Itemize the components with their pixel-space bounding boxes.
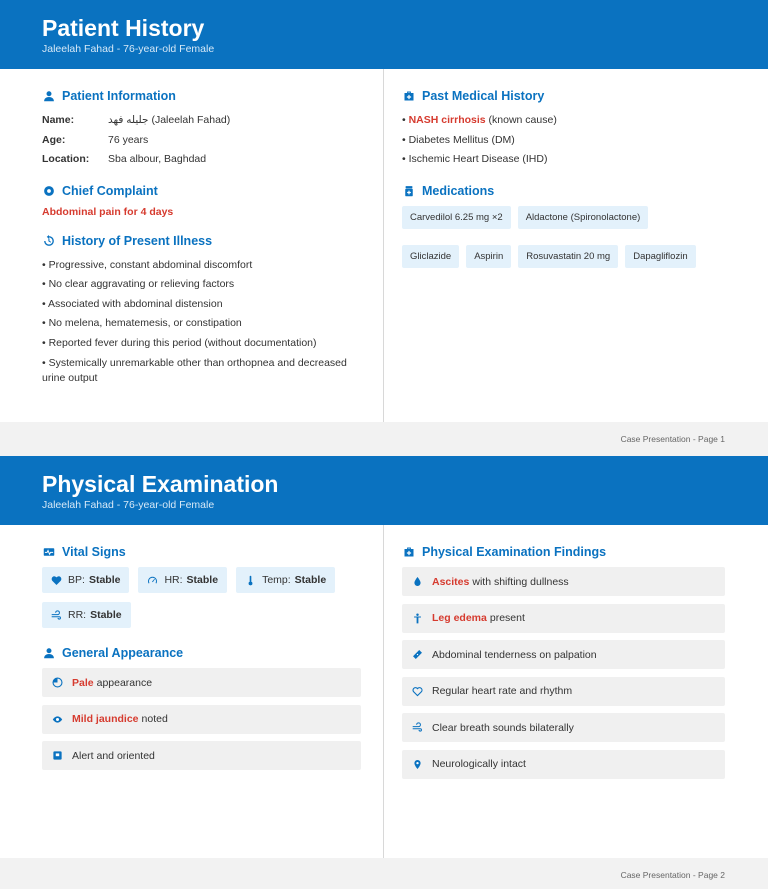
page-2-header xyxy=(0,456,768,525)
hpi-list xyxy=(42,256,361,387)
list-item: Ascites with shifting dullness xyxy=(402,567,725,596)
droplet-icon xyxy=(412,576,424,587)
thermometer-icon xyxy=(245,575,256,586)
page-subtitle: Jaleelah Fahad - 76-year-old Female xyxy=(42,43,215,55)
gauge-icon xyxy=(147,575,158,586)
right-column xyxy=(384,525,768,858)
info-row: Location: Sba albour, Baghdad xyxy=(42,153,207,165)
lungs-icon xyxy=(51,610,62,621)
page-1-header xyxy=(0,0,768,69)
page-footer: Case Presentation - Page 1 xyxy=(0,422,768,456)
exam-findings-list xyxy=(402,567,725,779)
info-row: Age: 76 years xyxy=(42,133,149,146)
list-item: • Ischemic Heart Disease (IHD) xyxy=(402,153,548,165)
vital-signs-heading: Vital Signs xyxy=(42,545,361,559)
list-item: Alert and oriented xyxy=(42,741,361,770)
left-column xyxy=(0,525,384,858)
list-item: Pale appearance xyxy=(42,668,361,697)
user-icon xyxy=(42,90,55,103)
stethoscope-icon xyxy=(42,184,55,197)
list-item: Regular heart rate and rhythm xyxy=(402,677,725,706)
chief-complaint-heading: Chief Complaint xyxy=(42,184,361,198)
general-appearance-list xyxy=(42,668,361,770)
medication-tags xyxy=(402,206,722,268)
page-title: Patient History xyxy=(42,15,205,41)
lungs-icon xyxy=(412,722,424,733)
list-item: Leg edema present xyxy=(402,604,725,633)
right-column xyxy=(384,69,768,422)
page-subtitle: Jaleelah Fahad - 76-year-old Female xyxy=(42,499,215,511)
user-icon xyxy=(42,647,55,660)
medkit-icon xyxy=(402,546,415,559)
page-footer: Case Presentation - Page 2 xyxy=(0,858,768,889)
brain-icon xyxy=(412,759,424,770)
heartbeat-monitor-icon xyxy=(42,546,55,559)
left-column xyxy=(0,69,384,422)
list-item: Neurologically intact xyxy=(402,750,725,779)
eye-icon xyxy=(52,714,64,725)
medication-tag: Carvedilol 6.25 mg ×2 xyxy=(402,206,511,229)
page-2 xyxy=(0,456,768,889)
pill-bottle-icon xyxy=(402,184,415,197)
vital-signs-chips xyxy=(42,567,361,628)
heart-icon xyxy=(51,575,62,586)
list-item: Mild jaundice noted xyxy=(42,705,361,734)
medication-tag: Aldactone (Spironolactone) xyxy=(518,206,649,229)
list-item: • Reported fever during this period (without documentation) xyxy=(42,336,317,349)
patient-info-heading: Patient Information xyxy=(42,89,361,103)
patient-info-list xyxy=(42,111,361,170)
bandage-icon xyxy=(412,649,424,660)
medkit-icon xyxy=(402,90,415,103)
list-item: • No clear aggravating or relieving factors xyxy=(42,278,235,290)
list-item: • Systemically unremarkable other than orthopnea and decreased urine output xyxy=(42,357,347,384)
brain-icon xyxy=(52,750,64,761)
list-item: • Progressive, constant abdominal discomfort xyxy=(42,258,253,271)
medication-tag: Rosuvastatin 20 mg xyxy=(518,245,618,268)
list-item: • Associated with abdominal distension xyxy=(42,297,223,310)
vital-chip-temp: Temp: Stable xyxy=(236,567,335,593)
history-icon xyxy=(42,234,55,247)
pmh-list xyxy=(402,111,726,170)
medication-tag: Aspirin xyxy=(466,245,511,268)
list-item: Clear breath sounds bilaterally xyxy=(402,713,725,742)
info-row: Name: جليله فهد (Jaleelah Fahad) xyxy=(42,114,231,126)
hpi-heading: History of Present Illness xyxy=(42,234,361,248)
vital-chip-rr: RR: Stable xyxy=(42,602,131,628)
page-title: Physical Examination xyxy=(42,471,279,497)
heart-outline-icon xyxy=(412,686,424,697)
list-item: Abdominal tenderness on palpation xyxy=(402,640,725,669)
exam-findings-heading: Physical Examination Findings xyxy=(402,545,726,559)
list-item: • No melena, hematemesis, or constipation xyxy=(42,317,242,329)
chief-complaint-text: Abdominal pain for 4 days xyxy=(42,205,174,218)
medication-tag: Dapagliflozin xyxy=(625,245,695,268)
face-icon xyxy=(52,677,64,688)
medications-heading: Medications xyxy=(402,184,726,198)
list-item: • Diabetes Mellitus (DM) xyxy=(402,133,515,146)
vital-chip-hr: HR: Stable xyxy=(138,567,227,593)
vital-chip-bp: BP: Stable xyxy=(42,567,129,593)
person-icon xyxy=(412,613,424,624)
medication-tag: Gliclazide xyxy=(402,245,459,268)
general-appearance-heading: General Appearance xyxy=(42,646,361,660)
list-item: • NASH cirrhosis (known cause) xyxy=(402,114,557,126)
pmh-heading: Past Medical History xyxy=(402,89,726,103)
